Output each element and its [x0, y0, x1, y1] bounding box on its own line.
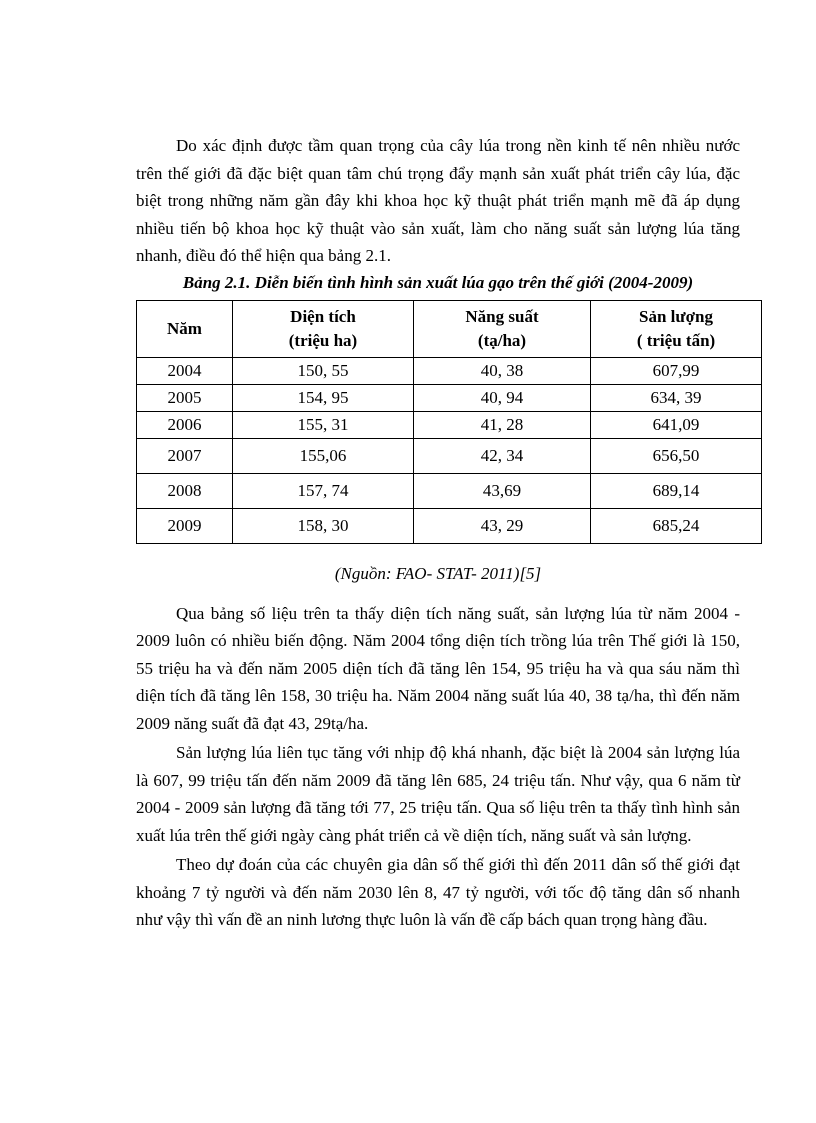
cell-output: 689,14	[591, 473, 762, 508]
cell-area: 150, 55	[233, 357, 414, 384]
cell-year: 2006	[137, 411, 233, 438]
header-output-line1: Sản lượng	[639, 306, 713, 326]
intro-paragraph: Do xác định được tầm quan trọng của cây lúa trong nền kinh tế nên nhiều nước trên thế giới đã đặc biệt quan tâm chú trọng đẩy mạnh sản xuất phát triển cây lúa, đặc biệt trong những năm gần đây khi khoa học kỹ thuật phát triển mạnh mẽ đã áp dụng nhiều tiến bộ khoa học kỹ thuật vào sản xuất, làm cho năng suất sản lượng lúa tăng nhanh, điều đó thể hiện qua bảng 2.1.	[136, 136, 740, 265]
header-output	[591, 300, 762, 357]
header-output-line2: ( triệu tấn)	[636, 330, 716, 350]
cell-area: 157, 74	[233, 473, 414, 508]
table-row	[137, 384, 762, 411]
table-source: (Nguồn: FAO- STAT- 2011)[5]	[334, 563, 542, 583]
cell-yield: 43,69	[414, 473, 591, 508]
table-row	[137, 411, 762, 438]
cell-year: 2004	[137, 357, 233, 384]
cell-yield: 40, 38	[414, 357, 591, 384]
cell-area: 155, 31	[233, 411, 414, 438]
table-row	[137, 357, 762, 384]
header-yield	[414, 300, 591, 357]
cell-yield: 41, 28	[414, 411, 591, 438]
cell-year: 2009	[137, 508, 233, 543]
cell-output: 607,99	[591, 357, 762, 384]
cell-area: 154, 95	[233, 384, 414, 411]
cell-output: 685,24	[591, 508, 762, 543]
cell-year: 2005	[137, 384, 233, 411]
cell-year: 2008	[137, 473, 233, 508]
cell-yield: 42, 34	[414, 438, 591, 473]
header-area-line2: (triệu ha)	[288, 330, 358, 350]
header-yield-line2: (tạ/ha)	[477, 330, 527, 350]
cell-yield: 40, 94	[414, 384, 591, 411]
cell-output: 634, 39	[591, 384, 762, 411]
table-row	[137, 438, 762, 473]
cell-yield: 43, 29	[414, 508, 591, 543]
analysis-paragraph: Qua bảng số liệu trên ta thấy diện tích năng suất, sản lượng lúa từ năm 2004 - 2009 luôn có nhiều biến động. Năm 2004 tổng diện tích trồng lúa trên Thế giới là 150, 55 triệu ha và đến năm 2005 diện tích đã tăng lên 154, 95 triệu ha và qua sáu năm thì diện tích đã tăng lên 158, 30 triệu ha. Năm 2004 năng suất lúa 40, 38 tạ/ha, thì đến năm 2009 năng suất đã đạt 43, 29tạ/ha.	[136, 603, 740, 733]
table-header-row	[137, 300, 762, 357]
table-row	[137, 508, 762, 543]
header-area	[233, 300, 414, 357]
header-yield-line1: Năng suất	[465, 306, 539, 326]
header-area-line1: Diện tích	[290, 306, 356, 326]
header-year: Năm	[137, 300, 233, 357]
cell-output: 656,50	[591, 438, 762, 473]
rice-production-table	[136, 300, 762, 544]
cell-area: 158, 30	[233, 508, 414, 543]
analysis-paragraph: Theo dự đoán của các chuyên gia dân số thế giới thì đến 2011 dân số thế giới đạt khoảng 7 tỷ người và đến năm 2030 lên 8, 47 tỷ người, với tốc độ tăng dân số nhanh như vậy thì vấn đề an ninh lương thực luôn là vấn đề cấp bách quan trọng hàng đầu.	[136, 855, 740, 929]
cell-area: 155,06	[233, 438, 414, 473]
cell-output: 641,09	[591, 411, 762, 438]
table-row	[137, 473, 762, 508]
document-page	[136, 132, 740, 934]
table-caption: Bảng 2.1. Diễn biến tình hình sản xuất lúa gạo trên thế giới (2004-2009)	[182, 272, 694, 292]
analysis-paragraph: Sản lượng lúa liên tục tăng với nhịp độ khá nhanh, đặc biệt là 2004 sản lượng lúa là 607, 99 triệu tấn đến năm 2009 đã tăng lên 685, 24 triệu tấn. Như vậy, qua 6 năm từ 2004 - 2009 sản lượng đã tăng tới 77, 25 triệu tấn. Qua số liệu trên ta thấy tình hình sản xuất lúa trên thế giới ngày càng phát triển cả về diện tích, năng suất và sản lượng.	[136, 743, 740, 845]
cell-year: 2007	[137, 438, 233, 473]
